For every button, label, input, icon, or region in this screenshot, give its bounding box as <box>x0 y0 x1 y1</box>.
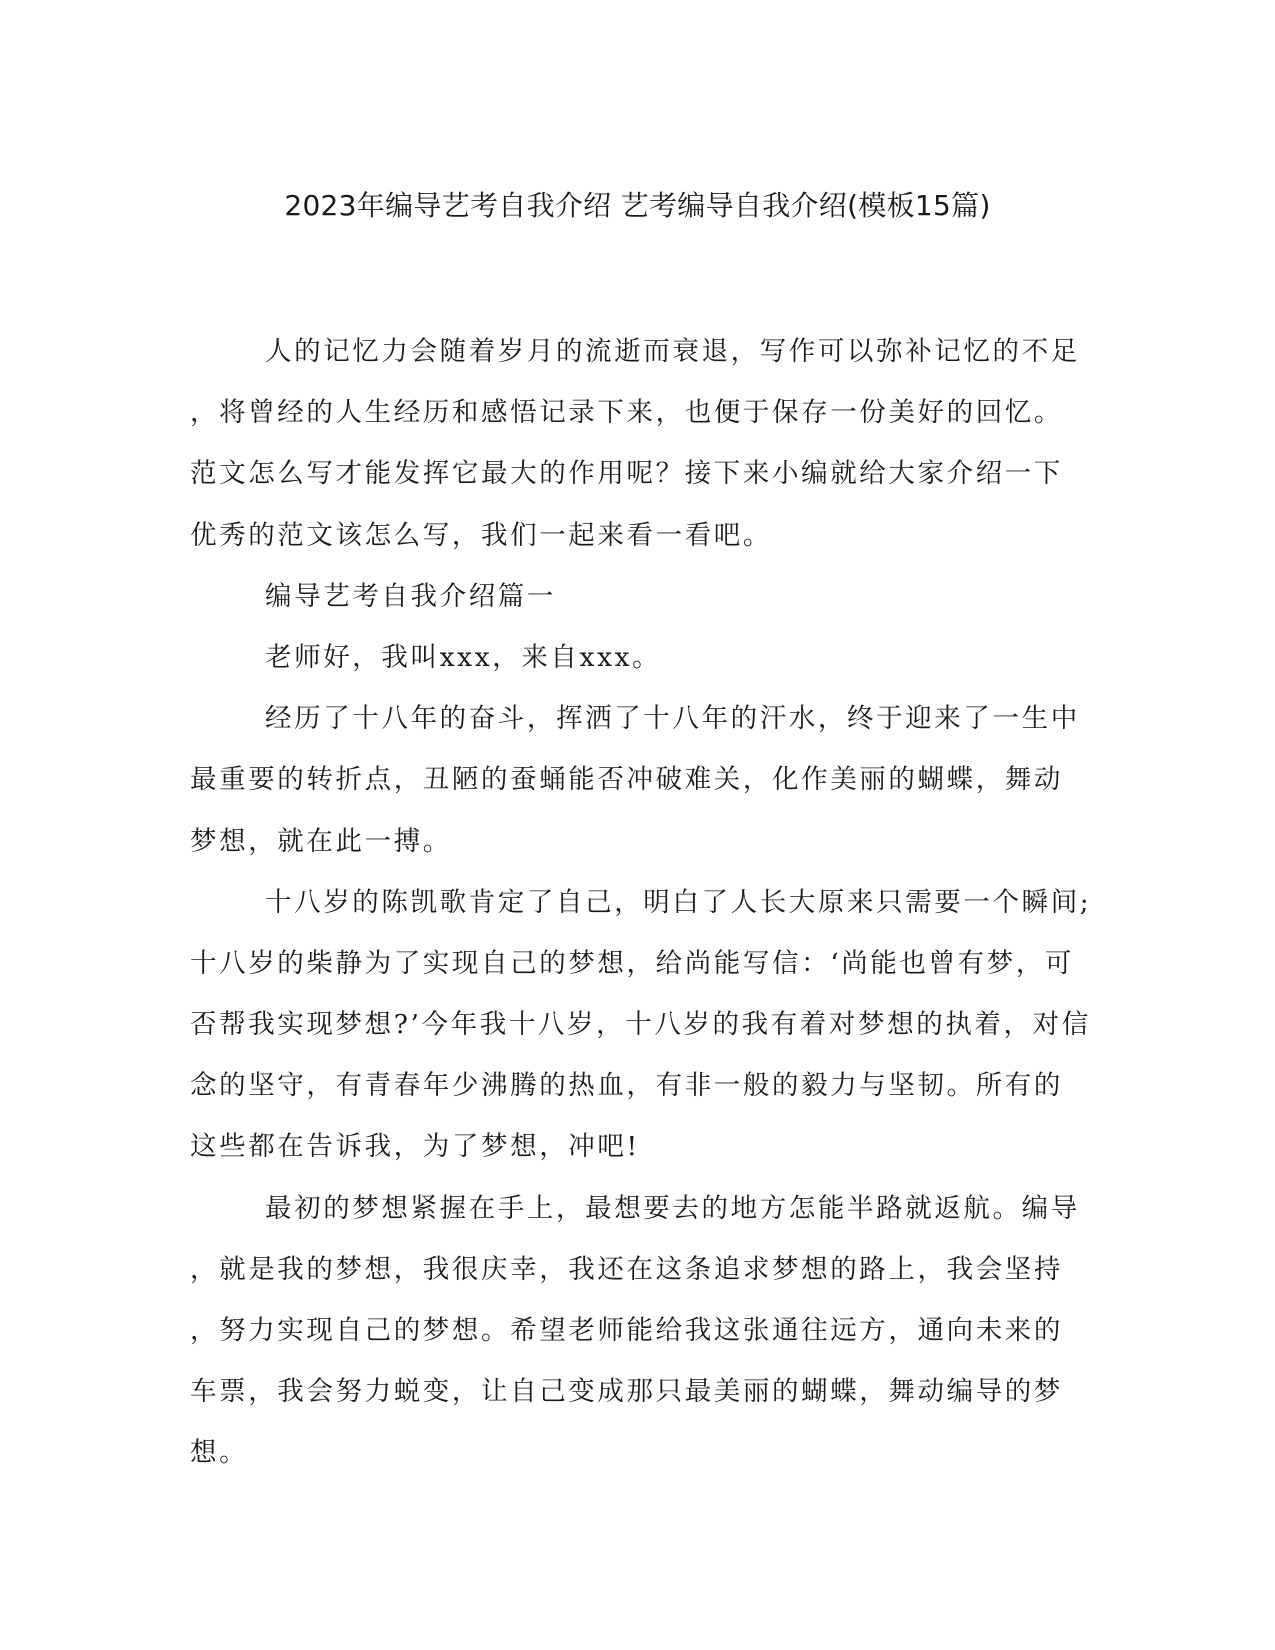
body-line: 车票，我会努力蜕变，让自己变成那只最美丽的蝴蝶，舞动编导的梦 <box>190 1376 1063 1408</box>
body-line: ，就是我的梦想，我很庆幸，我还在这条追求梦想的路上，我会坚持 <box>190 1253 1063 1285</box>
body-line: 这些都在告诉我，为了梦想，冲吧! <box>190 1131 640 1163</box>
body-line: 范文怎么写才能发挥它最大的作用呢？接下来小编就给大家介绍一下 <box>190 458 1063 490</box>
body-line: 人的记忆力会随着岁月的流逝而衰退，写作可以弥补记忆的不足 <box>265 336 1080 367</box>
body-line: ，将曾经的人生经历和感悟记录下来，也便于保存一份美好的回忆。 <box>190 397 1063 429</box>
body-line: 十八岁的柴静为了实现自己的梦想，给尚能写信：‘尚能也曾有梦，可 <box>190 947 1075 979</box>
body-line: ，努力实现自己的梦想。希望老师能给我这张通往远方，通向未来的 <box>190 1315 1063 1346</box>
body-line: 优秀的范文该怎么写，我们一起来看一看吧。 <box>190 519 772 551</box>
body-line: 梦想，就在此一搏。 <box>190 825 452 857</box>
body-line: 最重要的转折点，丑陋的蚕蛹能否冲破难关，化作美丽的蝴蝶，舞动 <box>190 764 1063 796</box>
body-line: 念的坚守，有青春年少沸腾的热血，有非一般的毅力与坚韧。所有的 <box>190 1070 1063 1102</box>
section-heading: 编导艺考自我介绍篇一 <box>265 580 556 612</box>
body-line: 经历了十八年的奋斗，挥洒了十八年的汗水，终于迎来了一生中 <box>265 703 1080 735</box>
body-line: 十八岁的陈凯歌肯定了自己，明白了人长大原来只需要一个瞬间; <box>265 886 1092 918</box>
body-line: 老师好，我叫xxx，来自xxx。 <box>265 641 662 673</box>
document-title: 2023年编导艺考自我介绍 艺考编导自我介绍(模板15篇) <box>284 189 991 222</box>
body-line: 否帮我实现梦想?’今年我十八岁，十八岁的我有着对梦想的执着，对信 <box>190 1009 1091 1041</box>
document-body <box>190 321 1090 1484</box>
body-line: 最初的梦想紧握在手上，最想要去的地方怎能半路就返航。编导 <box>265 1192 1080 1224</box>
body-line: 想。 <box>190 1437 249 1469</box>
